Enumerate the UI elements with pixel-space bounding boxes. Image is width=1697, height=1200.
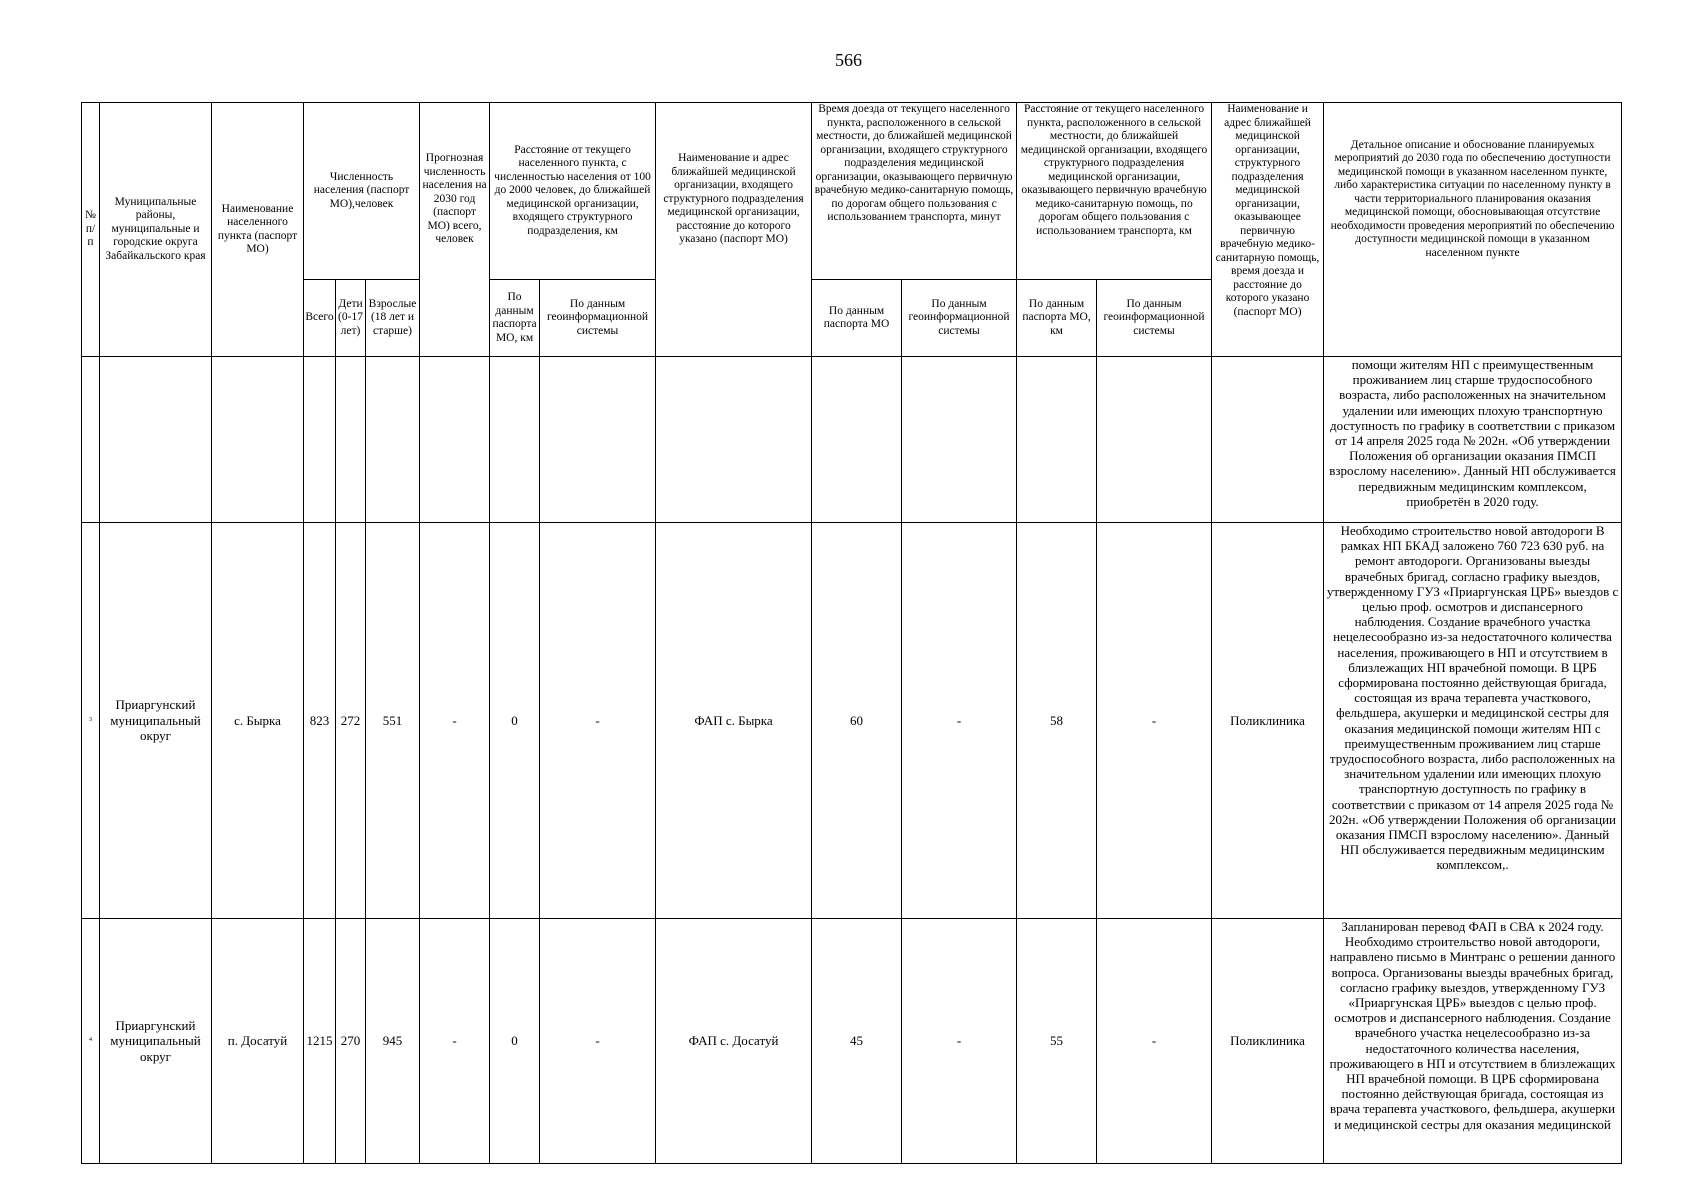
header-dist2-passport: По данным паспорта МО, км	[1017, 280, 1097, 357]
cell-time-passport	[812, 357, 902, 523]
header-distance-struct: Расстояние от текущего населенного пункта, с численностью населения от 100 до 2000 человек, до ближайшей медицинской организации, входящего структурного подразделения, км	[490, 103, 656, 280]
cell-time-geo	[902, 357, 1017, 523]
table-row	[82, 919, 1622, 1164]
cell-total: 1215	[304, 919, 336, 1164]
cell-time-passport: 60	[812, 523, 902, 919]
cell-nearest-org: ФАП с. Досатуй	[656, 919, 812, 1164]
healthcare-access-table	[81, 102, 1622, 1164]
cell-dist-geo	[540, 357, 656, 523]
header-dist2-geo: По данным геоинформационной системы	[1097, 280, 1212, 357]
cell-dist2-geo: -	[1097, 919, 1212, 1164]
cell-dist-passport	[490, 357, 540, 523]
cell-dist-passport: 0	[490, 523, 540, 919]
cell-dist2-geo: -	[1097, 523, 1212, 919]
header-district: Муниципальные районы, муниципальные и городские округа Забайкальского края	[100, 103, 212, 357]
header-nearest-org: Наименование и адрес ближайшей медицинской организации, входящего структурного подразделения медицинской организации, расстояние до которого указано (паспорт МО)	[656, 103, 812, 357]
cell-children: 270	[336, 919, 366, 1164]
cell-dist2-passport: 55	[1017, 919, 1097, 1164]
cell-settlement	[212, 357, 304, 523]
table-row	[82, 357, 1622, 523]
cell-total: 823	[304, 523, 336, 919]
header-pop-children: Дети (0-17 лет)	[336, 280, 366, 357]
header-nearest-primary: Наименование и адрес ближайшей медицинской организации, структурного подразделения медицинской организации, оказывающее первичную врачебную медико-санитарную помощь, время доезда и расстояние до которого указано (паспорт МО)	[1212, 103, 1324, 357]
header-population: Численность населения (паспорт МО),человек	[304, 103, 420, 280]
cell-dist-geo: -	[540, 523, 656, 919]
cell-time-geo: -	[902, 919, 1017, 1164]
cell-description: Запланирован перевод ФАП в СВА к 2024 году. Необходимо строительство новой автодороги, направлено письмо в Минтранс о решении данного вопроса. Организованы выезды врачебных бригад, согласно графику выездов, утвержденному ГУЗ «Приаргунская ЦРБ» выездов с целью проф. осмотров и диспансерного наблюдения. Создание врачебного участка нецелесообразно из-за недостаточного количества населения, проживающего в НП и отсутствием в близлежащих НП врачебной помощи. В ЦРБ сформирована постоянно действующая бригада, состоящая из врача терапевта участкового, фельдшера, акушерки и медицинской сестры для оказания медицинской	[1324, 919, 1622, 1164]
cell-description: помощи жителям НП с преимущественным проживанием лиц старше трудоспособного возраста, либо расположенных на значительном удалении или имеющих плохую транспортную доступность по графику в соответствии с приказом от 14 апреля 2025 года № 202н. «Об утверждении Положения об организации оказания ПМСП взрослому населению». Данный НП обслуживается передвижным медицинским комплексом, приобретён в 2020 году.	[1324, 357, 1622, 523]
header-num: № п/п	[82, 103, 100, 357]
cell-children	[336, 357, 366, 523]
header-time-geo: По данным геоинформационной системы	[902, 280, 1017, 357]
cell-district: Приаргунский муниципальный округ	[100, 919, 212, 1164]
cell-settlement: с. Бырка	[212, 523, 304, 919]
cell-num: 4	[82, 919, 100, 1164]
cell-district: Приаргунский муниципальный округ	[100, 523, 212, 919]
cell-adults: 945	[366, 919, 420, 1164]
cell-dist-passport: 0	[490, 919, 540, 1164]
table-row	[82, 523, 1622, 919]
header-pop-adults: Взрослые (18 лет и старше)	[366, 280, 420, 357]
cell-num	[82, 357, 100, 523]
cell-nearest-primary: Поликлиника	[1212, 523, 1324, 919]
header-dist-geo: По данным геоинформационной системы	[540, 280, 656, 357]
cell-nearest-primary: Поликлиника	[1212, 919, 1324, 1164]
cell-nearest-primary	[1212, 357, 1324, 523]
cell-adults	[366, 357, 420, 523]
header-forecast: Прогнозная численность населения на 2030 год (паспорт МО) всего, человек	[420, 103, 490, 357]
header-travel-time: Время доезда от текущего населенного пункта, расположенного в сельской местности, до ближайшей медицинской организации, входящего структурного подразделения медицинской организации, оказывающего первичную врачебную медико-санитарную помощь, по дорогам общего пользования с использованием транспорта, минут	[812, 103, 1017, 280]
header-dist-passport: По данным паспорта МО, км	[490, 280, 540, 357]
cell-dist2-geo	[1097, 357, 1212, 523]
cell-children: 272	[336, 523, 366, 919]
cell-dist2-passport	[1017, 357, 1097, 523]
cell-num: 3	[82, 523, 100, 919]
cell-forecast: -	[420, 523, 490, 919]
header-distance-rural: Расстояние от текущего населенного пункта, расположенного в сельской местности, до ближайшей медицинской организации, входящего структурного подразделения медицинской организации, оказывающего первичную врачебную медико-санитарную помощь, по дорогам общего пользования с использованием транспорта, км	[1017, 103, 1212, 280]
cell-dist-geo: -	[540, 919, 656, 1164]
cell-forecast	[420, 357, 490, 523]
cell-forecast: -	[420, 919, 490, 1164]
cell-district	[100, 357, 212, 523]
cell-nearest-org: ФАП с. Бырка	[656, 523, 812, 919]
page-number: 566	[835, 50, 862, 70]
header-description: Детальное описание и обоснование планируемых мероприятий до 2030 года по обеспечению доступности медицинской помощи в указанном населенном пункте, либо характеристика ситуации по населенному пункту в части территориального планирования оказания медицинской помощи, обосновывающая отсутствие необходимости проведения мероприятий по обеспечению доступности медицинской помощи в указанном населенном пункте	[1324, 103, 1622, 357]
header-time-passport: По данным паспорта МО	[812, 280, 902, 357]
header-row-1	[82, 103, 1622, 280]
cell-description: Необходимо строительство новой автодороги В рамках НП БКАД заложено 760 723 630 руб. на ремонт автодороги. Организованы выезды врачебных бригад, согласно графику выездов, утвержденному ГУЗ «Приаргунская ЦРБ» выездов с целью проф. осмотров и диспансерного наблюдения. Создание врачебного участка нецелесообразно из-за недостаточного количества населения, проживающего в НП и отсутствием в близлежащих НП врачебной помощи. В ЦРБ сформирована постоянно действующая бригада, состоящая из врача терапевта участкового, фельдшера, акушерки и медицинской сестры для оказания медицинской помощи жителям НП с преимущественным проживанием лиц старше трудоспособного возраста, либо расположенных на значительном удалении или имеющих плохую транспортную доступность по графику в соответствии с приказом от 14 апреля 2025 года № 202н. «Об утверждении Положения об организации оказания ПМСП взрослому населению». Данный НП обслуживается передвижным медицинским комплексом,.	[1324, 523, 1622, 919]
header-settlement: Наименование населенного пункта (паспорт МО)	[212, 103, 304, 357]
cell-time-geo: -	[902, 523, 1017, 919]
cell-nearest-org	[656, 357, 812, 523]
cell-total	[304, 357, 336, 523]
cell-time-passport: 45	[812, 919, 902, 1164]
cell-dist2-passport: 58	[1017, 523, 1097, 919]
header-pop-total: Всего	[304, 280, 336, 357]
cell-adults: 551	[366, 523, 420, 919]
cell-settlement: п. Досатуй	[212, 919, 304, 1164]
